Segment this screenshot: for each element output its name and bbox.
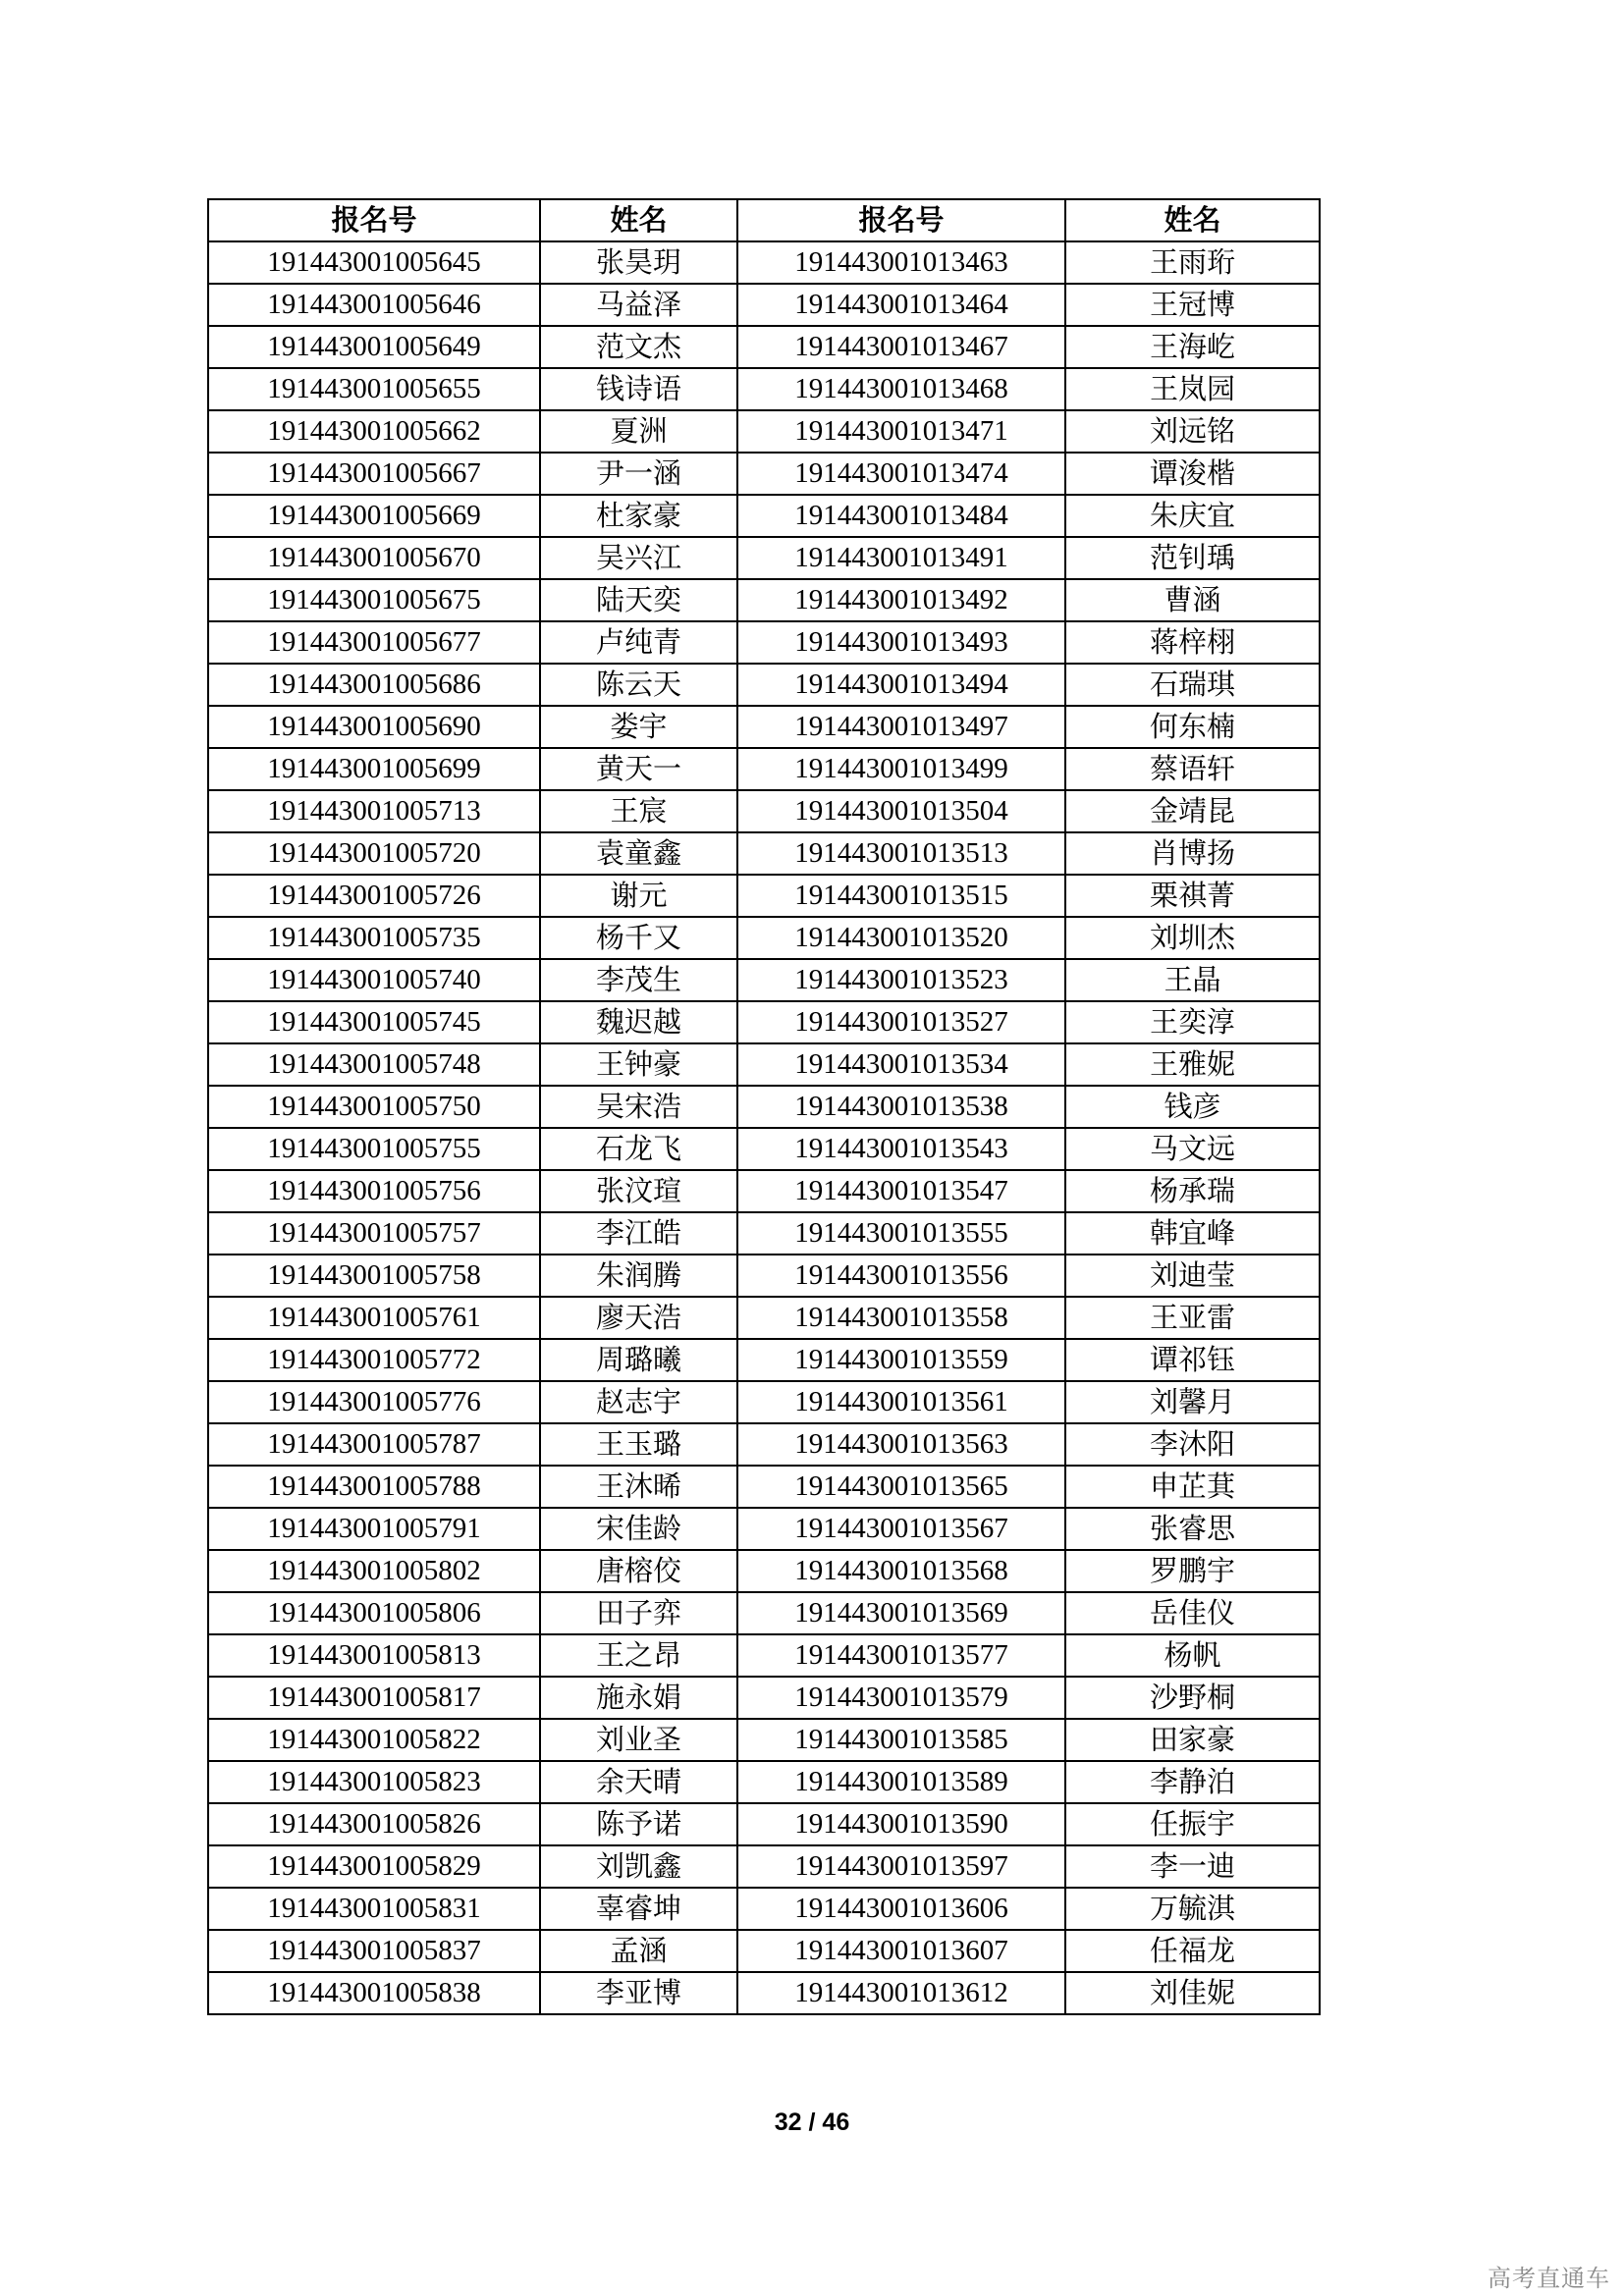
table-row xyxy=(208,1592,1320,1634)
table-row xyxy=(208,664,1320,706)
registration-number-cell: 191443001013606 xyxy=(737,1888,1065,1930)
registration-number-cell: 191443001013484 xyxy=(737,495,1065,537)
registration-number-cell: 191443001013499 xyxy=(737,748,1065,790)
name-cell: 石瑞琪 xyxy=(1065,664,1320,706)
name-cell: 沙野桐 xyxy=(1065,1677,1320,1719)
registration-number-cell: 191443001005802 xyxy=(208,1550,540,1592)
registration-number-cell: 191443001005837 xyxy=(208,1930,540,1972)
table-row xyxy=(208,748,1320,790)
name-cell: 田子弈 xyxy=(540,1592,737,1634)
registration-number-cell: 191443001005740 xyxy=(208,959,540,1001)
column-header-name: 姓名 xyxy=(540,199,737,241)
registration-number-cell: 191443001013612 xyxy=(737,1972,1065,2014)
registration-number-cell: 191443001005662 xyxy=(208,410,540,453)
name-cell: 娄宇 xyxy=(540,706,737,748)
name-cell: 杜家豪 xyxy=(540,495,737,537)
registration-number-cell: 191443001013567 xyxy=(737,1508,1065,1550)
registration-number-cell: 191443001013563 xyxy=(737,1423,1065,1466)
registration-number-cell: 191443001005791 xyxy=(208,1508,540,1550)
name-cell: 陈予诺 xyxy=(540,1803,737,1845)
name-cell: 施永娟 xyxy=(540,1677,737,1719)
name-cell: 王沐晞 xyxy=(540,1466,737,1508)
registration-number-cell: 191443001005713 xyxy=(208,790,540,832)
registration-number-cell: 191443001005748 xyxy=(208,1043,540,1086)
name-cell: 李静泊 xyxy=(1065,1761,1320,1803)
table-row xyxy=(208,1845,1320,1888)
name-cell: 袁童鑫 xyxy=(540,832,737,875)
name-cell: 任振宇 xyxy=(1065,1803,1320,1845)
name-cell: 黄天一 xyxy=(540,748,737,790)
name-cell: 王亚雷 xyxy=(1065,1297,1320,1339)
name-cell: 张睿思 xyxy=(1065,1508,1320,1550)
name-cell: 赵志宇 xyxy=(540,1381,737,1423)
registration-number-cell: 191443001013579 xyxy=(737,1677,1065,1719)
name-cell: 刘圳杰 xyxy=(1065,917,1320,959)
registration-number-cell: 191443001013463 xyxy=(737,241,1065,284)
name-cell: 王之昂 xyxy=(540,1634,737,1677)
name-cell: 石龙飞 xyxy=(540,1128,737,1170)
registration-number-cell: 191443001005757 xyxy=(208,1212,540,1255)
name-cell: 何东楠 xyxy=(1065,706,1320,748)
registration-number-cell: 191443001013504 xyxy=(737,790,1065,832)
name-cell: 谢元 xyxy=(540,875,737,917)
column-header-registration-number: 报名号 xyxy=(208,199,540,241)
name-cell: 卢纯青 xyxy=(540,621,737,664)
name-cell: 唐榕佼 xyxy=(540,1550,737,1592)
table-row xyxy=(208,495,1320,537)
table-row xyxy=(208,621,1320,664)
registration-number-cell: 191443001013555 xyxy=(737,1212,1065,1255)
registration-number-cell: 191443001005669 xyxy=(208,495,540,537)
name-cell: 金靖昆 xyxy=(1065,790,1320,832)
name-cell: 王雅妮 xyxy=(1065,1043,1320,1086)
table-row xyxy=(208,1972,1320,2014)
table-row xyxy=(208,1466,1320,1508)
registration-number-cell: 191443001013556 xyxy=(737,1255,1065,1297)
registration-number-cell: 191443001005750 xyxy=(208,1086,540,1128)
name-cell: 王雨珩 xyxy=(1065,241,1320,284)
registration-table xyxy=(207,198,1321,2015)
table-row xyxy=(208,1550,1320,1592)
name-cell: 朱润腾 xyxy=(540,1255,737,1297)
name-cell: 张汶瑄 xyxy=(540,1170,737,1212)
name-cell: 刘迪莹 xyxy=(1065,1255,1320,1297)
name-cell: 蔡语轩 xyxy=(1065,748,1320,790)
table-row xyxy=(208,453,1320,495)
registration-number-cell: 191443001005823 xyxy=(208,1761,540,1803)
name-cell: 谭浚楷 xyxy=(1065,453,1320,495)
table-row xyxy=(208,368,1320,410)
table-row xyxy=(208,917,1320,959)
registration-number-cell: 191443001005649 xyxy=(208,326,540,368)
table-body xyxy=(208,241,1320,2014)
registration-number-cell: 191443001013590 xyxy=(737,1803,1065,1845)
name-cell: 辜睿坤 xyxy=(540,1888,737,1930)
name-cell: 钱彦 xyxy=(1065,1086,1320,1128)
registration-number-cell: 191443001013607 xyxy=(737,1930,1065,1972)
table-row xyxy=(208,1761,1320,1803)
name-cell: 吴宋浩 xyxy=(540,1086,737,1128)
table-row xyxy=(208,579,1320,621)
name-cell: 岳佳仪 xyxy=(1065,1592,1320,1634)
registration-number-cell: 191443001013493 xyxy=(737,621,1065,664)
name-cell: 刘远铭 xyxy=(1065,410,1320,453)
registration-number-cell: 191443001005646 xyxy=(208,284,540,326)
name-cell: 朱庆宜 xyxy=(1065,495,1320,537)
name-cell: 范钊瑀 xyxy=(1065,537,1320,579)
name-cell: 王冠博 xyxy=(1065,284,1320,326)
name-cell: 李江皓 xyxy=(540,1212,737,1255)
table-row xyxy=(208,1381,1320,1423)
registration-number-cell: 191443001013527 xyxy=(737,1001,1065,1043)
registration-number-cell: 191443001005686 xyxy=(208,664,540,706)
registration-number-cell: 191443001005667 xyxy=(208,453,540,495)
registration-number-cell: 191443001013543 xyxy=(737,1128,1065,1170)
registration-number-cell: 191443001005675 xyxy=(208,579,540,621)
name-cell: 王玉璐 xyxy=(540,1423,737,1466)
registration-number-cell: 191443001005761 xyxy=(208,1297,540,1339)
table-header-row xyxy=(208,199,1320,241)
registration-number-cell: 191443001013494 xyxy=(737,664,1065,706)
table-row xyxy=(208,790,1320,832)
registration-number-cell: 191443001013497 xyxy=(737,706,1065,748)
registration-number-cell: 191443001013568 xyxy=(737,1550,1065,1592)
name-cell: 李沐阳 xyxy=(1065,1423,1320,1466)
table-row xyxy=(208,1297,1320,1339)
registration-number-cell: 191443001013464 xyxy=(737,284,1065,326)
table-row xyxy=(208,1086,1320,1128)
registration-number-cell: 191443001005745 xyxy=(208,1001,540,1043)
column-header-registration-number: 报名号 xyxy=(737,199,1065,241)
table-row xyxy=(208,1128,1320,1170)
registration-number-cell: 191443001005788 xyxy=(208,1466,540,1508)
name-cell: 田家豪 xyxy=(1065,1719,1320,1761)
name-cell: 韩宜峰 xyxy=(1065,1212,1320,1255)
name-cell: 周璐曦 xyxy=(540,1339,737,1381)
registration-number-cell: 191443001013520 xyxy=(737,917,1065,959)
registration-number-cell: 191443001005806 xyxy=(208,1592,540,1634)
name-cell: 孟涵 xyxy=(540,1930,737,1972)
registration-number-cell: 191443001013534 xyxy=(737,1043,1065,1086)
registration-number-cell: 191443001013547 xyxy=(737,1170,1065,1212)
column-header-name: 姓名 xyxy=(1065,199,1320,241)
name-cell: 任福龙 xyxy=(1065,1930,1320,1972)
name-cell: 李一迪 xyxy=(1065,1845,1320,1888)
registration-number-cell: 191443001013559 xyxy=(737,1339,1065,1381)
registration-number-cell: 191443001005726 xyxy=(208,875,540,917)
name-cell: 肖博扬 xyxy=(1065,832,1320,875)
table-row xyxy=(208,1930,1320,1972)
registration-number-cell: 191443001005772 xyxy=(208,1339,540,1381)
registration-number-cell: 191443001005838 xyxy=(208,1972,540,2014)
registration-number-cell: 191443001013577 xyxy=(737,1634,1065,1677)
registration-number-cell: 191443001013523 xyxy=(737,959,1065,1001)
name-cell: 钱诗语 xyxy=(540,368,737,410)
registration-number-cell: 191443001005670 xyxy=(208,537,540,579)
name-cell: 夏洲 xyxy=(540,410,737,453)
table-row xyxy=(208,1634,1320,1677)
registration-number-cell: 191443001013471 xyxy=(737,410,1065,453)
registration-number-cell: 191443001005677 xyxy=(208,621,540,664)
table-row xyxy=(208,1803,1320,1845)
registration-number-cell: 191443001013565 xyxy=(737,1466,1065,1508)
name-cell: 杨承瑞 xyxy=(1065,1170,1320,1212)
name-cell: 尹一涵 xyxy=(540,453,737,495)
name-cell: 余天晴 xyxy=(540,1761,737,1803)
name-cell: 蒋梓栩 xyxy=(1065,621,1320,664)
registration-number-cell: 191443001013491 xyxy=(737,537,1065,579)
registration-number-cell: 191443001005776 xyxy=(208,1381,540,1423)
registration-number-cell: 191443001005645 xyxy=(208,241,540,284)
name-cell: 罗鹏宇 xyxy=(1065,1550,1320,1592)
table-row xyxy=(208,1508,1320,1550)
table-row xyxy=(208,1001,1320,1043)
registration-number-cell: 191443001005699 xyxy=(208,748,540,790)
table-row xyxy=(208,706,1320,748)
table-row xyxy=(208,537,1320,579)
name-cell: 杨千又 xyxy=(540,917,737,959)
name-cell: 宋佳龄 xyxy=(540,1508,737,1550)
registration-number-cell: 191443001013467 xyxy=(737,326,1065,368)
name-cell: 谭祁钰 xyxy=(1065,1339,1320,1381)
name-cell: 魏迟越 xyxy=(540,1001,737,1043)
table-row xyxy=(208,959,1320,1001)
registration-number-cell: 191443001005690 xyxy=(208,706,540,748)
name-cell: 申芷萁 xyxy=(1065,1466,1320,1508)
name-cell: 刘佳妮 xyxy=(1065,1972,1320,2014)
name-cell: 马文远 xyxy=(1065,1128,1320,1170)
name-cell: 马益泽 xyxy=(540,284,737,326)
name-cell: 王奕淳 xyxy=(1065,1001,1320,1043)
registration-number-cell: 191443001013474 xyxy=(737,453,1065,495)
table-row xyxy=(208,832,1320,875)
name-cell: 廖天浩 xyxy=(540,1297,737,1339)
table-row xyxy=(208,241,1320,284)
registration-number-cell: 191443001013585 xyxy=(737,1719,1065,1761)
registration-number-cell: 191443001013468 xyxy=(737,368,1065,410)
table-row xyxy=(208,326,1320,368)
table-row xyxy=(208,284,1320,326)
registration-number-cell: 191443001005817 xyxy=(208,1677,540,1719)
registration-number-cell: 191443001013538 xyxy=(737,1086,1065,1128)
registration-number-cell: 191443001013589 xyxy=(737,1761,1065,1803)
name-cell: 曹涵 xyxy=(1065,579,1320,621)
registration-number-cell: 191443001013492 xyxy=(737,579,1065,621)
name-cell: 王钟豪 xyxy=(540,1043,737,1086)
name-cell: 吴兴江 xyxy=(540,537,737,579)
registration-number-cell: 191443001005655 xyxy=(208,368,540,410)
name-cell: 杨帆 xyxy=(1065,1634,1320,1677)
table-row xyxy=(208,1888,1320,1930)
name-cell: 陈云天 xyxy=(540,664,737,706)
registration-number-cell: 191443001005822 xyxy=(208,1719,540,1761)
registration-number-cell: 191443001013513 xyxy=(737,832,1065,875)
registration-number-cell: 191443001013569 xyxy=(737,1592,1065,1634)
registration-number-cell: 191443001005813 xyxy=(208,1634,540,1677)
registration-number-cell: 191443001013597 xyxy=(737,1845,1065,1888)
registration-number-cell: 191443001013561 xyxy=(737,1381,1065,1423)
table-row xyxy=(208,1043,1320,1086)
page-number: 32 / 46 xyxy=(774,2109,850,2136)
table-row xyxy=(208,1719,1320,1761)
name-cell: 陆天奕 xyxy=(540,579,737,621)
registration-number-cell: 191443001005735 xyxy=(208,917,540,959)
table-row xyxy=(208,1339,1320,1381)
table-row xyxy=(208,1423,1320,1466)
registration-number-cell: 191443001005758 xyxy=(208,1255,540,1297)
name-cell: 王海屹 xyxy=(1065,326,1320,368)
name-cell: 李茂生 xyxy=(540,959,737,1001)
name-cell: 刘业圣 xyxy=(540,1719,737,1761)
registration-number-cell: 191443001005829 xyxy=(208,1845,540,1888)
name-cell: 刘馨月 xyxy=(1065,1381,1320,1423)
table-row xyxy=(208,1255,1320,1297)
watermark: 高考直通车 xyxy=(1488,2265,1610,2292)
name-cell: 刘凯鑫 xyxy=(540,1845,737,1888)
registration-number-cell: 191443001005756 xyxy=(208,1170,540,1212)
registration-number-cell: 191443001013558 xyxy=(737,1297,1065,1339)
table-row xyxy=(208,1170,1320,1212)
name-cell: 张昊玥 xyxy=(540,241,737,284)
name-cell: 范文杰 xyxy=(540,326,737,368)
table-row xyxy=(208,410,1320,453)
registration-number-cell: 191443001005826 xyxy=(208,1803,540,1845)
name-cell: 李亚博 xyxy=(540,1972,737,2014)
registration-number-cell: 191443001005787 xyxy=(208,1423,540,1466)
registration-number-cell: 191443001005720 xyxy=(208,832,540,875)
registration-number-cell: 191443001005755 xyxy=(208,1128,540,1170)
name-cell: 王岚园 xyxy=(1065,368,1320,410)
registration-number-cell: 191443001005831 xyxy=(208,1888,540,1930)
table-row xyxy=(208,875,1320,917)
registration-number-cell: 191443001013515 xyxy=(737,875,1065,917)
table-row xyxy=(208,1212,1320,1255)
name-cell: 栗祺菁 xyxy=(1065,875,1320,917)
name-cell: 王宸 xyxy=(540,790,737,832)
name-cell: 万毓淇 xyxy=(1065,1888,1320,1930)
table-row xyxy=(208,1677,1320,1719)
name-cell: 王晶 xyxy=(1065,959,1320,1001)
